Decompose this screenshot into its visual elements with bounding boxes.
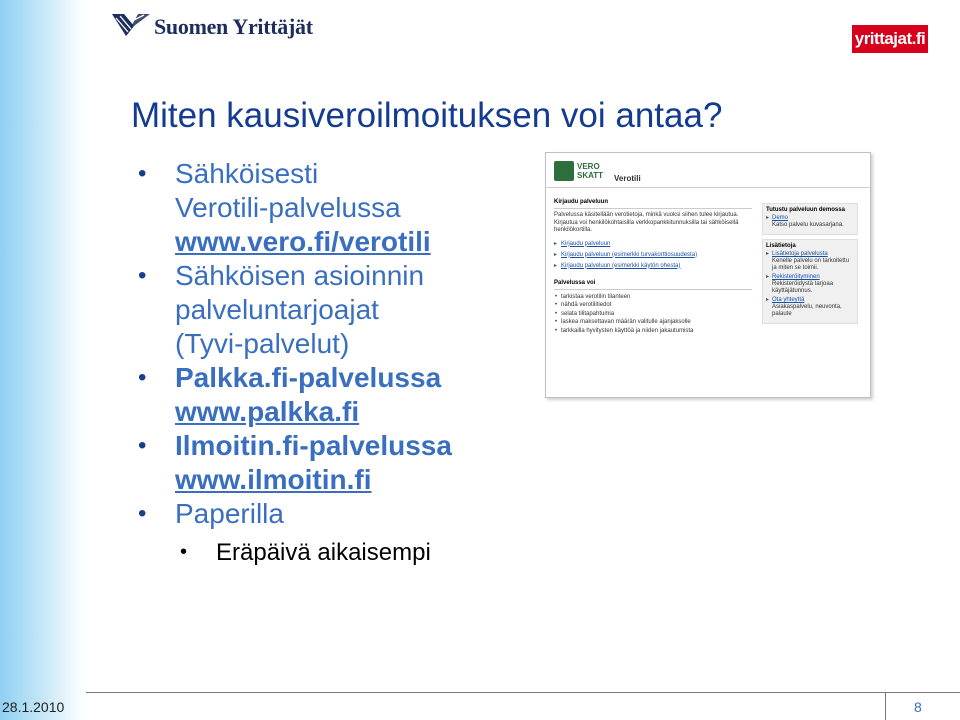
- screenshot-side-column: [762, 203, 858, 328]
- info-link[interactable]: ▸ Lisätietoja palvelusta: [766, 251, 854, 258]
- feature-item: • tarkistaa verotilin tilanteen: [554, 293, 752, 302]
- info-link[interactable]: ▸ Rekisteröityminen: [766, 274, 854, 281]
- logo-stripes-icon: [112, 12, 150, 42]
- bullet-line: • Paperilla: [175, 498, 284, 529]
- vero-link[interactable]: www.vero.fi/verotili: [175, 226, 431, 257]
- bullet-line: • Palkka.fi-palvelussa: [175, 362, 442, 393]
- left-gradient-band: [0, 0, 84, 720]
- bullet-line: • Sähköisesti: [175, 158, 319, 189]
- service-title: Verotili: [614, 174, 641, 183]
- feature-item: • tarkkailla hyvitysten käyttöä ja niiden jakautumista: [554, 327, 752, 336]
- vero-logo-text: [577, 162, 603, 180]
- features-heading: Palvelussa voi: [554, 279, 596, 286]
- footer-divider: [86, 692, 960, 693]
- screenshot-header: [546, 153, 870, 188]
- login-link[interactable]: ▸ Kirjaudu palveluun (esimerkki turvakorttiosuudesta): [554, 250, 752, 261]
- bullet-line: palveluntarjoajat: [175, 294, 379, 325]
- demo-desc: Katso palvelu kuvasarjana.: [772, 222, 844, 228]
- login-text: Palvelussa käsitellään verotietoja, minkä vuoksi siihen tulee kirjautua. Kirjautua voi henkilökohtaisilla verkkopankkitunnuksilla tai sähköisellä henkilökortilla.: [554, 212, 739, 233]
- suomen-yrittajat-logo: [112, 12, 313, 42]
- info-desc: Kenelle palvelu on tarkoitettu ja miten se toimii.: [772, 258, 850, 271]
- info-link[interactable]: ▸ Ota yhteyttä: [766, 297, 854, 304]
- login-link[interactable]: ▸ Kirjaudu palveluun (esimerkki käytön ohesta): [554, 261, 752, 272]
- info-heading: Lisätietoja: [766, 243, 796, 249]
- info-desc: Asiakaspalvelu, neuvonta, palaute: [772, 304, 842, 317]
- yrittajat-fi-badge: yrittajat.fi: [852, 25, 928, 53]
- footer-date: 28.1.2010: [2, 699, 65, 715]
- logo-text: Suomen Yrittäjät: [154, 14, 313, 39]
- page-number: 8: [914, 699, 922, 715]
- verotili-screenshot: [545, 152, 871, 398]
- info-box: [762, 239, 858, 324]
- login-heading: Kirjaudu palveluun: [554, 199, 609, 205]
- sub-bullet: • Eräpäivä aikaisempi: [180, 537, 538, 569]
- bullet-item: [138, 497, 538, 531]
- bullet-line: • Ilmoitin.fi-palvelussa: [175, 430, 452, 461]
- vero-logo-line2: SKATT: [577, 171, 604, 180]
- bullet-line: (Tyvi-palvelut): [175, 328, 350, 359]
- bullet-item: [138, 429, 538, 497]
- bullet-list: [138, 157, 538, 569]
- vero-logo-line1: VERO: [577, 162, 600, 171]
- feature-item: • laskea maksettavan määrän valitulle ajanjaksolle: [554, 318, 752, 327]
- ilmoitin-link[interactable]: www.ilmoitin.fi: [175, 464, 372, 495]
- feature-item: • nähdä verotilitiedot: [554, 301, 752, 310]
- divider: [554, 289, 752, 290]
- bullet-line: Verotili-palvelussa: [175, 192, 401, 223]
- login-link[interactable]: ▸ Kirjaudu palveluun: [554, 239, 752, 250]
- palkka-link[interactable]: www.palkka.fi: [175, 396, 360, 427]
- bullet-item: [138, 259, 538, 361]
- demo-heading: Tutustu palveluun demossa: [766, 207, 845, 213]
- screenshot-main-column: [554, 199, 752, 335]
- vero-logo-icon: [554, 161, 574, 181]
- demo-box: [762, 203, 858, 235]
- bullet-line: • Sähköisen asioinnin: [175, 260, 425, 291]
- info-desc: Rekisteröidystä tarjoaa käyttäjätunnus.: [772, 281, 834, 294]
- slide-title: Miten kausiveroilmoituksen voi antaa?: [131, 96, 723, 135]
- demo-link[interactable]: ▸ Demo: [766, 215, 854, 222]
- divider: [554, 208, 752, 209]
- bullet-item: [138, 157, 538, 259]
- bullet-item: [138, 361, 538, 429]
- feature-item: • selata tilitapahtumia: [554, 310, 752, 319]
- footer-tick: [885, 692, 886, 720]
